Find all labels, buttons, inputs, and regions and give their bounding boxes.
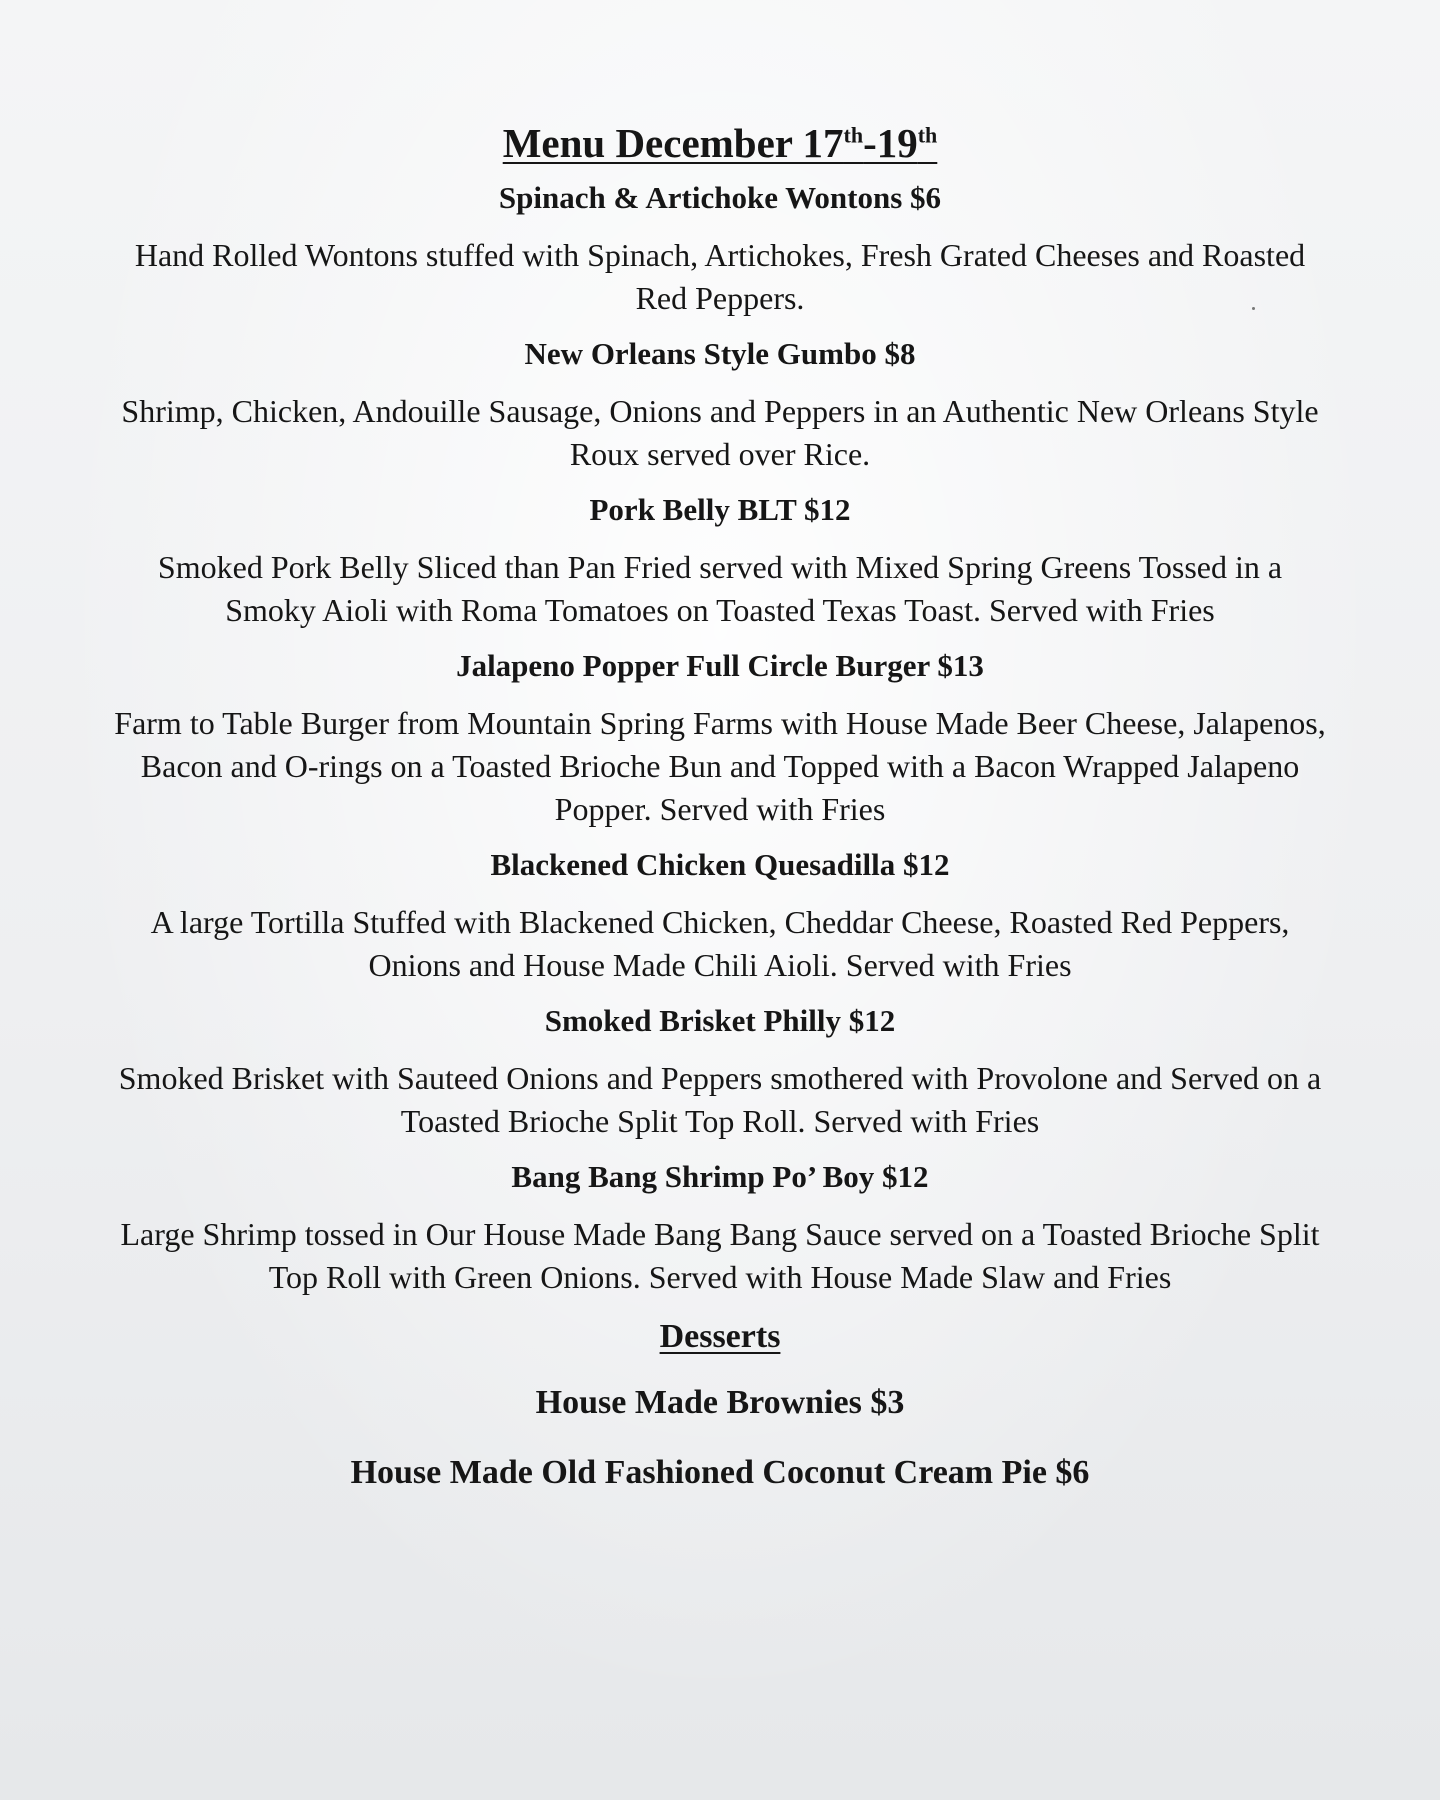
menu-item (0, 490, 1440, 632)
paper-speck (1252, 307, 1255, 310)
menu-title-range-end: -19 (863, 120, 918, 166)
menu-item-name: New Orleans Style Gumbo $8 (524, 336, 916, 371)
desserts-heading: Desserts (659, 1318, 781, 1355)
menu-item (0, 178, 1440, 320)
dessert-item: House Made Old Fashioned Coconut Cream Pie $6 (350, 1454, 1090, 1491)
menu-item-description: Farm to Table Burger from Mountain Spring Farms with House Made Beer Cheese, Jalapenos, Bacon and O-rings on a Toasted Brioche Bun and Topped with a Bacon Wrapped Jalapeno Popper. Served with Fries (114, 705, 1326, 827)
menu-title-text: Menu December 17 (502, 120, 844, 166)
menu-item-name: Spinach & Artichoke Wontons $6 (498, 180, 942, 215)
menu-item (0, 845, 1440, 987)
menu-title (0, 118, 1440, 168)
menu-item-name: Jalapeno Popper Full Circle Burger $13 (456, 648, 984, 683)
menu-item (0, 646, 1440, 831)
menu-item-description: Smoked Brisket with Sauteed Onions and Peppers smothered with Provolone and Served on a Toasted Brioche Split Top Roll. Served with Fries (118, 1060, 1322, 1139)
menu-item (0, 334, 1440, 476)
menu-item-description: Shrimp, Chicken, Andouille Sausage, Onions and Peppers in an Authentic New Orleans Style Roux served over Rice. (121, 393, 1319, 472)
menu-item-name: Pork Belly BLT $12 (589, 492, 851, 527)
menu-item-name: Bang Bang Shrimp Po’ Boy $12 (511, 1159, 929, 1194)
menu-item (0, 1157, 1440, 1299)
menu-item-description: Large Shrimp tossed in Our House Made Bang Bang Sauce served on a Toasted Brioche Split Top Roll with Green Onions. Served with House Made Slaw and Fries (120, 1216, 1320, 1295)
menu-title-ordinal-end: th (917, 122, 938, 148)
menu-title-ordinal-start: th (843, 122, 864, 148)
menu-item-name: Blackened Chicken Quesadilla $12 (490, 847, 950, 882)
menu-item-description: Hand Rolled Wontons stuffed with Spinach, Artichokes, Fresh Grated Cheeses and Roasted Red Peppers. (134, 237, 1306, 316)
menu-item (0, 1001, 1440, 1143)
dessert-item: House Made Brownies $3 (535, 1384, 905, 1421)
menu-item-description: Smoked Pork Belly Sliced than Pan Fried served with Mixed Spring Greens Tossed in a Smoky Aioli with Roma Tomatoes on Toasted Texas Toast. Served with Fries (157, 549, 1283, 628)
menu-item-name: Smoked Brisket Philly $12 (544, 1003, 896, 1038)
menu-item-description: A large Tortilla Stuffed with Blackened Chicken, Cheddar Cheese, Roasted Red Peppers, Onions and House Made Chili Aioli. Served with Fries (150, 904, 1290, 983)
